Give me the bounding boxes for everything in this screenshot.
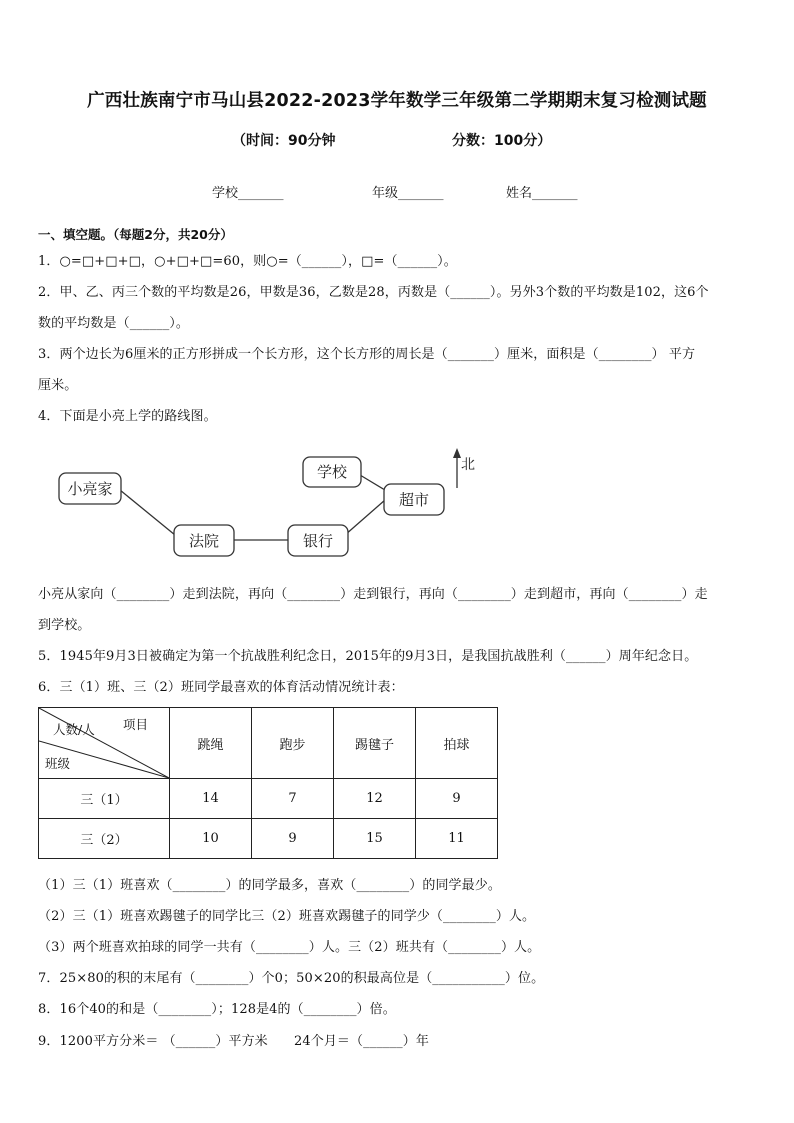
question-5: 5．1945年9月3日被确定为第一个抗战胜利纪念日，2015年的9月3日，是我国抗战胜利（______）周年纪念日。: [38, 649, 698, 664]
grade-field: 年级_______: [372, 186, 444, 201]
question-7: 7．25×80的积的末尾有（________）个0；50×20的积最高位是（___________）位。: [38, 971, 545, 986]
section-heading: 一、填空题。（每题2分，共20分）: [38, 227, 233, 242]
col-header: 跳绳: [170, 708, 252, 779]
question-4: 4．下面是小亮上学的路线图。: [38, 409, 217, 424]
question-2-line-1: 2．甲、乙、丙三个数的平均数是26，甲数是36，乙数是28，丙数是（______）。另外3个数的平均数是102，这6个: [38, 285, 709, 300]
page-title: 广西壮族南宁市马山县2022-2023学年数学三年级第二学期期末复习检测试题: [87, 91, 707, 111]
question-3-line-1: 3．两个边长为6厘米的正方形拼成一个长方形，这个长方形的周长是（_______）厘米，面积是（________） 平方: [38, 347, 696, 362]
question-9: 9．1200平方分米＝ （______）平方米 24个月＝（______）年: [38, 1034, 429, 1049]
table-cell: 9: [252, 819, 334, 859]
map-north: 北: [461, 457, 475, 473]
question-4-answer-line-1: 小亮从家向（________）走到法院，再向（________）走到银行，再向（________）走到超市，再向（________）走: [38, 587, 708, 602]
question-6: 6．三（1）班、三（2）班同学最喜欢的体育活动情况统计表：: [38, 680, 404, 695]
map-market: 超市: [398, 491, 430, 509]
question-2-line-2: 数的平均数是（______）。: [38, 316, 189, 331]
school-field: 学校_______: [212, 186, 284, 201]
corner-class-label: 班级: [45, 756, 71, 771]
table-row: [39, 779, 498, 819]
map-home: 小亮家: [67, 480, 113, 498]
corner-item-label: 项目: [123, 717, 149, 732]
north-arrow-icon: [453, 448, 461, 458]
map-bank: 银行: [302, 532, 334, 550]
question-1: 1．○=□+□+□，○+□+□=60，则○=（______），□=（______）。: [38, 254, 457, 269]
table-row: [39, 819, 498, 859]
question-8: 8．16个40的和是（________）；128是4的（________）倍。: [38, 1002, 396, 1017]
col-header: 踢毽子: [334, 708, 416, 779]
corner-people-label: 人数/人: [53, 722, 95, 737]
exam-time: （时间：90分钟: [232, 133, 336, 149]
question-3-line-2: 厘米。: [38, 378, 78, 393]
question-6-part-3: （3）两个班喜欢拍球的同学一共有（________）人。三（2）班共有（________）人。: [38, 940, 541, 955]
col-header: 拍球: [416, 708, 498, 779]
table-corner-cell: [39, 708, 170, 779]
table-cell: 14: [170, 779, 252, 819]
map-school: 学校: [316, 463, 348, 481]
table-cell: 9: [416, 779, 498, 819]
table-header-row: [39, 708, 498, 779]
exam-score: 分数：100分）: [452, 133, 552, 149]
question-6-part-2: （2）三（1）班喜欢踢毽子的同学比三（2）班喜欢踢毽子的同学少（________）人。: [38, 909, 536, 924]
name-field: 姓名_______: [506, 186, 578, 201]
table-cell: 10: [170, 819, 252, 859]
question-6-part-1: （1）三（1）班喜欢（________）的同学最多，喜欢（________）的同学最少。: [38, 878, 501, 893]
route-map: [40, 445, 500, 570]
table-cell: 7: [252, 779, 334, 819]
col-header: 跑步: [252, 708, 334, 779]
table-cell: 12: [334, 779, 416, 819]
row-label: 三（1）: [39, 779, 170, 819]
map-court: 法院: [188, 532, 220, 550]
question-4-answer-line-2: 到学校。: [38, 618, 91, 633]
sports-stats-table: [38, 707, 498, 859]
table-cell: 11: [416, 819, 498, 859]
table-cell: 15: [334, 819, 416, 859]
row-label: 三（2）: [39, 819, 170, 859]
